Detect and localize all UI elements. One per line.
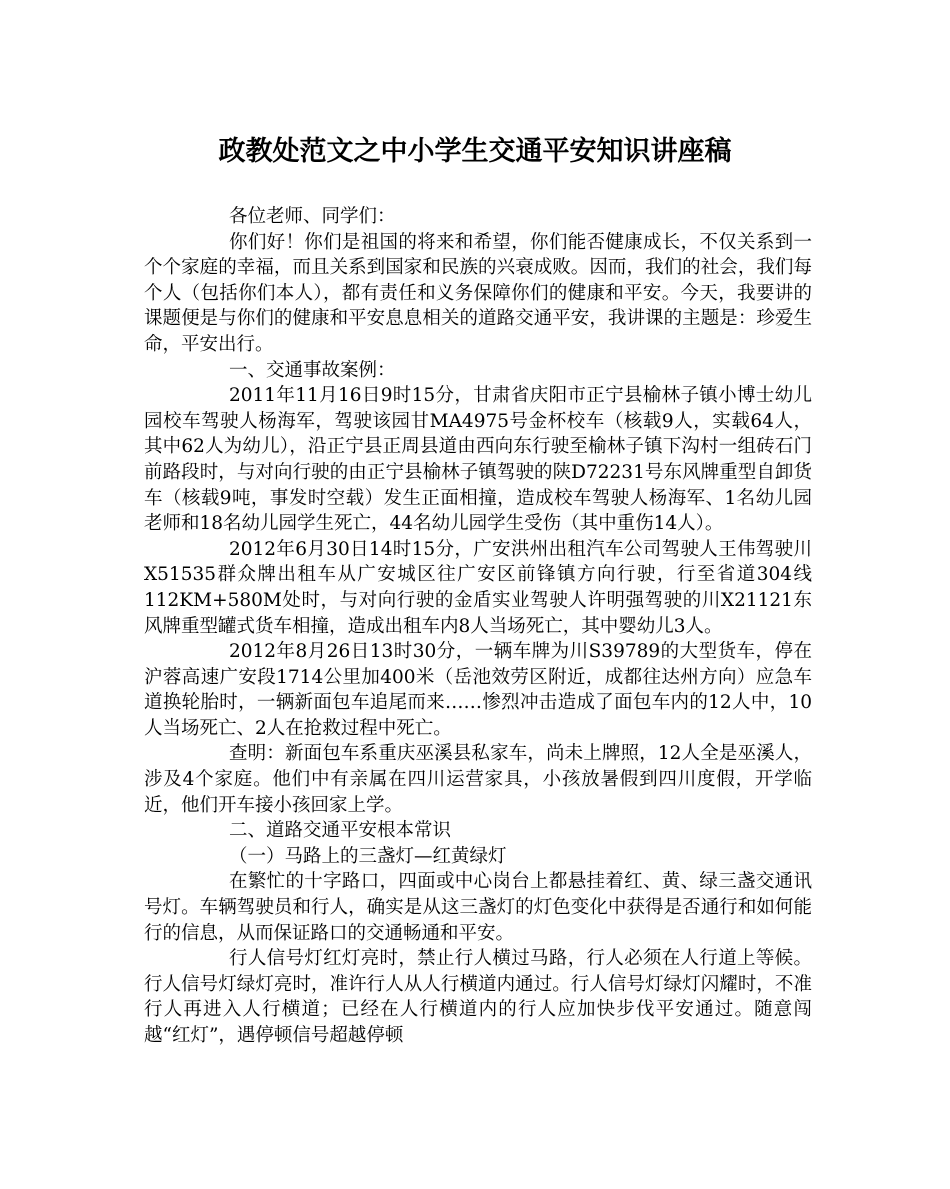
- paragraph-traffic-lights: 在繁忙的十字路口，四面或中心岗台上都悬挂着红、黄、绿三盏交通讯号灯。车辆驾驶员和行人，确实是从这三盏灯的灯色变化中获得是否通行和如何能行的信息，从而保证路口的交通畅通和平安。: [144, 871, 812, 944]
- paragraph-case-2012-june: 2012年6月30日14时15分，广安洪州出租汽车公司驾驶人王伟驾驶川X51535群众牌出租车从广安城区往广安区前锋镇方向行驶，行至省道304线112KM+580M处时，与对向行驶的金盾实业驾驶人许明强驾驶的川X21121东风牌重型罐式货车相撞，造成出租车内8人当场死亡，其中婴幼儿3人。: [144, 538, 812, 637]
- heading-accident-cases: 一、交通事故案例：: [229, 359, 396, 381]
- document-title: 政教处范文之中小学生交通平安知识讲座稿: [218, 136, 732, 167]
- paragraph-investigation: 查明：新面包车系重庆巫溪县私家车，尚未上牌照，12人全是巫溪人，涉及4个家庭。他们中有亲属在四川运营家具，小孩放暑假到四川度假，开学临近，他们开车接小孩回家上学。: [144, 743, 812, 816]
- paragraph-case-2011: 2011年11月16日9时15分，甘肃省庆阳市正宁县榆林子镇小博士幼儿园校车驾驶人杨海军，驾驶该园甘MA4975号金杯校车（核载9人，实载64人，其中62人为幼儿），沿正宁县正周县道由西向东行驶至榆林子镇下沟村一组砖石门前路段时，与对向行驶的由正宁县榆林子镇驾驶的陕D72231号东风牌重型自卸货车（核载9吨，事发时空载）发生正面相撞，造成校车驾驶人杨海军、1名幼儿园老师和18名幼儿园学生死亡，44名幼儿园学生受伤（其中重伤14人）。: [144, 385, 812, 535]
- paragraph-intro: 你们好！你们是祖国的将来和希望，你们能否健康成长，不仅关系到一个个家庭的幸福，而且关系到国家和民族的兴衰成败。因而，我们的社会，我们每个人（包括你们本人），都有责任和义务保障你们的健康和平安。今天，我要讲的课题便是与你们的健康和平安息息相关的道路交通平安，我讲课的主题是：珍爱生命，平安出行。: [144, 231, 812, 355]
- paragraph-salutation: 各位老师、同学们：: [229, 206, 396, 227]
- document-body: [144, 204, 812, 1049]
- paragraph-case-2012-august: 2012年8月26日13时30分，一辆车牌为川S39789的大型货车，停在沪蓉高速广安段1714公里加400米（岳池效劳区附近，成都往达州方向）应急车道换轮胎时，一辆新面包车追尾而来……惨烈冲击造成了面包车内的12人中，10人当场死亡、2人在抢救过程中死亡。: [144, 641, 812, 739]
- heading-safety-basics: 二、道路交通平安根本常识: [229, 820, 452, 842]
- subheading-traffic-lights: （一）马路上的三盏灯—红黄绿灯: [229, 845, 507, 867]
- paragraph-pedestrian-signals: 行人信号灯红灯亮时，禁止行人横过马路，行人必须在人行道上等候。行人信号灯绿灯亮时，准许行人从人行横道内通过。行人信号灯绿灯闪耀时，不准行人再进入人行横道；已经在人行横道内的行人应加快步伐平安通过。随意闯越“红灯”，遇停顿信号超越停顿: [144, 948, 812, 1046]
